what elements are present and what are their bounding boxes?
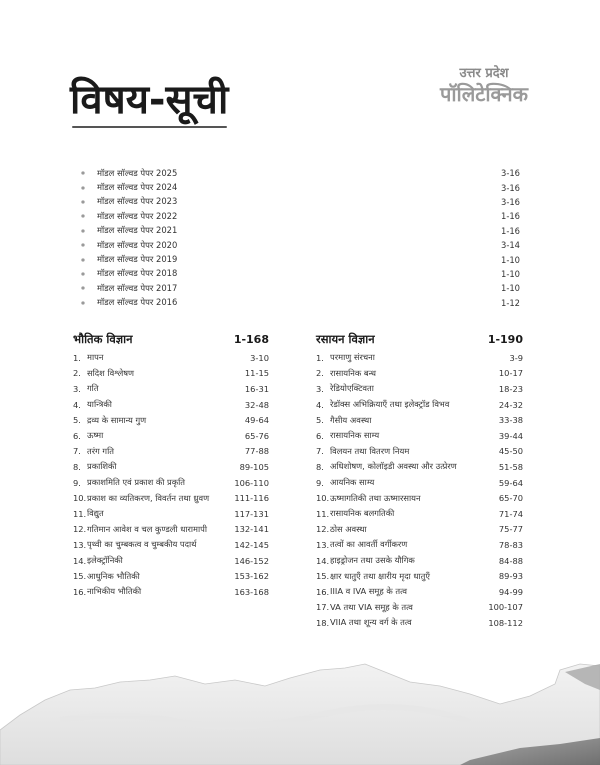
chapter-pages: 11-15 — [244, 368, 269, 379]
brand-top-text: उत्तर प्रदेश — [459, 66, 509, 81]
chapter-title: विलयन तथा वितरण नियम — [330, 445, 410, 456]
chapter-number: 11. — [316, 508, 330, 519]
list-item[interactable] — [80, 267, 520, 281]
chapter-number: 2. — [73, 368, 81, 379]
chapter-pages: 163-168 — [234, 586, 269, 597]
chapter-pages: 18-23 — [498, 383, 523, 394]
bullet-icon — [81, 272, 84, 275]
chapter-number: 11. — [73, 508, 87, 519]
chapter-number: 9. — [73, 477, 81, 488]
item-label: मॉडल सॉल्वड पेपर 2017 — [97, 282, 178, 293]
list-item[interactable] — [80, 180, 520, 194]
table-row[interactable] — [73, 397, 269, 413]
bullet-icon — [81, 243, 84, 246]
list-item[interactable] — [80, 281, 520, 295]
chapter-number: 13. — [73, 539, 87, 550]
chapter-number: 13. — [316, 539, 330, 550]
item-label: मॉडल सॉल्वड पेपर 2019 — [97, 254, 178, 265]
chapter-title: रासायनिक बन्ध — [330, 367, 377, 378]
item-label: मॉडल सॉल्वड पेपर 2025 — [97, 167, 178, 178]
item-pages: 3-14 — [500, 240, 520, 251]
title-underline — [72, 126, 227, 128]
chapter-number: 12. — [316, 524, 330, 535]
item-pages: 3-16 — [500, 182, 520, 193]
chapter-pages: 89-93 — [498, 571, 523, 582]
chapter-pages: 142-145 — [234, 539, 269, 550]
chapter-pages: 32-48 — [244, 399, 269, 410]
item-pages: 1-12 — [500, 297, 520, 308]
chapter-title: ऊष्मागतिकी तथा ऊष्मारसायन — [330, 492, 421, 503]
item-pages: 1-10 — [500, 283, 520, 294]
table-row[interactable] — [316, 553, 523, 569]
chapter-title: पृथ्वी का चुम्बकत्व व चुम्बकीय पदार्थ — [87, 539, 197, 550]
chapter-pages: 65-76 — [244, 430, 269, 441]
section-title: रसायन विज्ञान — [316, 332, 375, 346]
table-row[interactable] — [316, 568, 523, 584]
table-row[interactable] — [73, 490, 269, 506]
chapter-title: क्षार धातुएँ तथा क्षारीय मृदा धातुएँ — [330, 570, 430, 581]
table-row[interactable] — [73, 350, 269, 366]
chapter-pages: 39-44 — [498, 430, 523, 441]
chapter-number: 3. — [316, 383, 324, 394]
chapter-title: इलेक्ट्रॉनिकी — [87, 555, 123, 566]
chapter-title: रासायनिक बलगतिकी — [330, 508, 395, 519]
chapter-number: 1. — [73, 352, 81, 363]
list-item[interactable] — [80, 195, 520, 209]
item-label: मॉडल सॉल्वड पेपर 2016 — [97, 297, 178, 308]
chapter-number: 4. — [316, 399, 324, 410]
table-row[interactable] — [316, 475, 523, 491]
chapter-number: 9. — [316, 477, 324, 488]
item-label: मॉडल सॉल्वड पेपर 2022 — [97, 210, 178, 221]
table-row[interactable] — [73, 553, 269, 569]
chapter-pages: 51-58 — [498, 461, 523, 472]
chapter-number: 3. — [73, 383, 81, 394]
chapter-number: 16. — [73, 586, 87, 597]
table-row[interactable] — [316, 397, 523, 413]
chapter-number: 7. — [316, 446, 324, 457]
torn-paper-illustration — [0, 660, 600, 765]
chapter-number: 1. — [316, 352, 324, 363]
chapter-pages: 10-17 — [498, 368, 523, 379]
chapter-pages: 94-99 — [498, 586, 523, 597]
table-row[interactable] — [316, 381, 523, 397]
table-row[interactable] — [73, 475, 269, 491]
chapter-number: 2. — [316, 368, 324, 379]
table-row[interactable] — [316, 459, 523, 475]
chapter-pages: 24-32 — [498, 399, 523, 410]
table-row[interactable] — [316, 490, 523, 506]
table-row[interactable] — [316, 412, 523, 428]
chapter-title: VIIA तथा शून्य वर्ग के तत्व — [330, 617, 412, 628]
chapter-pages: 108-112 — [488, 617, 523, 628]
table-row[interactable] — [316, 444, 523, 460]
table-row[interactable] — [73, 522, 269, 538]
chapter-pages: 111-116 — [234, 493, 269, 504]
section-range: 1-190 — [487, 333, 523, 346]
chapter-number: 17. — [316, 602, 330, 613]
table-row[interactable] — [316, 522, 523, 538]
chapter-title: रेडियोएक्टिवता — [330, 383, 374, 394]
chapter-pages: 146-152 — [234, 555, 269, 566]
table-row[interactable] — [73, 412, 269, 428]
chapter-pages: 3-9 — [509, 352, 523, 363]
chapter-pages: 59-64 — [498, 477, 523, 488]
list-item[interactable] — [80, 209, 520, 223]
chapter-number: 5. — [316, 415, 324, 426]
item-pages: 1-16 — [500, 211, 520, 222]
chapter-number: 7. — [73, 446, 81, 457]
item-label: मॉडल सॉल्वड पेपर 2024 — [97, 182, 178, 193]
chapter-pages: 106-110 — [234, 477, 269, 488]
chapter-pages: 16-31 — [244, 383, 269, 394]
chapter-title: यान्त्रिकी — [87, 399, 112, 410]
table-row[interactable] — [73, 366, 269, 382]
chapter-title: मापन — [87, 352, 104, 363]
table-row[interactable] — [316, 537, 523, 553]
chapter-pages: 77-88 — [244, 446, 269, 457]
item-pages: 3-16 — [500, 168, 520, 179]
chapter-number: 6. — [73, 430, 81, 441]
chapter-title: गैसीय अवस्था — [330, 414, 372, 425]
chapter-title: अधिशोषण, कोलॉइडी अवस्था और उत्प्रेरण — [330, 461, 457, 472]
table-row[interactable] — [73, 381, 269, 397]
brand-logo — [440, 66, 528, 106]
chapter-pages: 71-74 — [498, 508, 523, 519]
table-row[interactable] — [73, 506, 269, 522]
chapter-pages: 117-131 — [234, 508, 269, 519]
chapter-pages: 100-107 — [488, 602, 523, 613]
chemistry-section — [316, 332, 523, 631]
chapter-pages: 3-10 — [250, 352, 269, 363]
chapter-title: द्रव्य के सामान्य गुण — [87, 414, 147, 425]
section-heading[interactable] — [73, 332, 269, 350]
chapter-number: 8. — [316, 461, 324, 472]
bullet-icon — [81, 172, 84, 175]
chapter-pages: 75-77 — [498, 524, 523, 535]
chapter-pages: 132-141 — [234, 524, 269, 535]
bullet-icon — [81, 287, 84, 290]
table-row[interactable] — [73, 428, 269, 444]
chapter-number: 4. — [73, 399, 81, 410]
chapter-title: रेडॉक्स अभिक्रियाएँ तथा इलेक्ट्रॉड विभव — [330, 399, 450, 410]
table-row[interactable] — [316, 428, 523, 444]
chapter-title: रासायनिक साम्य — [330, 430, 380, 441]
table-row[interactable] — [316, 366, 523, 382]
chapter-title: प्रकाशमिति एवं प्रकाश की प्रकृति — [87, 477, 185, 488]
item-pages: 3-16 — [500, 196, 520, 207]
chapter-pages: 153-162 — [234, 571, 269, 582]
chapter-title: तत्वों का आवर्ती वर्गीकरण — [330, 539, 408, 550]
chapter-pages: 45-50 — [498, 446, 523, 457]
list-item[interactable] — [80, 166, 520, 180]
chapter-title: VA तथा VIA समूह के तत्व — [330, 601, 413, 612]
chapter-number: 10. — [316, 493, 330, 504]
bullet-icon — [81, 258, 84, 261]
physics-section — [73, 332, 269, 600]
chapter-title: आधुनिक भौतिकी — [87, 570, 140, 581]
bullet-icon — [81, 200, 84, 203]
chapter-title: ऊष्मा — [87, 430, 104, 441]
model-papers-list — [80, 166, 520, 310]
section-range: 1-168 — [233, 333, 269, 346]
item-label: मॉडल सॉल्वड पेपर 2018 — [97, 268, 178, 279]
table-row[interactable] — [73, 568, 269, 584]
chapter-title: प्रकाश का व्यतिकरण, विवर्तन तथा ध्रुवण — [87, 492, 210, 503]
chapter-title: सदिश विश्लेषण — [87, 367, 135, 378]
chapter-number: 12. — [73, 524, 87, 535]
bullet-icon — [81, 301, 84, 304]
chapter-title: प्रकाशिकी — [87, 461, 117, 472]
chapter-number: 8. — [73, 461, 81, 472]
chapter-pages: 33-38 — [498, 415, 523, 426]
chapter-pages: 78-83 — [498, 539, 523, 550]
brand-bottom-text: पॉलिटेक्निक — [440, 82, 528, 106]
list-item[interactable] — [80, 238, 520, 252]
chapter-title: IIIA व IVA समूह के तत्व — [330, 586, 407, 597]
section-heading[interactable] — [316, 332, 523, 350]
chapter-title: ठोस अवस्था — [330, 523, 367, 534]
chapter-title: गति — [87, 383, 99, 394]
chapter-title: गतिमान आवेश व चल कुण्डली धारामापी — [87, 523, 207, 534]
item-pages: 1-16 — [500, 225, 520, 236]
item-pages: 1-10 — [500, 268, 520, 279]
list-item[interactable] — [80, 296, 520, 310]
page-title: विषय-सूची — [70, 77, 229, 123]
table-row[interactable] — [73, 459, 269, 475]
bullet-icon — [81, 186, 84, 189]
table-row[interactable] — [316, 506, 523, 522]
bullet-icon — [81, 229, 84, 232]
item-label: मॉडल सॉल्वड पेपर 2023 — [97, 196, 178, 207]
list-item[interactable] — [80, 252, 520, 266]
chapter-number: 18. — [316, 617, 330, 628]
section-title: भौतिक विज्ञान — [73, 332, 133, 346]
list-item[interactable] — [80, 224, 520, 238]
item-label: मॉडल सॉल्वड पेपर 2021 — [97, 225, 178, 236]
chapter-number: 14. — [316, 555, 330, 566]
chapter-title: तरंग गति — [87, 445, 114, 456]
chapter-pages: 49-64 — [244, 415, 269, 426]
chapter-number: 5. — [73, 415, 81, 426]
chapter-title: हाइड्रोजन तथा उसके यौगिक — [330, 555, 415, 566]
chapter-number: 10. — [73, 493, 87, 504]
chapter-number: 16. — [316, 586, 330, 597]
item-label: मॉडल सॉल्वड पेपर 2020 — [97, 239, 178, 250]
chapter-pages: 65-70 — [498, 493, 523, 504]
table-row[interactable] — [73, 584, 269, 600]
bullet-icon — [81, 215, 84, 218]
table-row[interactable] — [316, 600, 523, 616]
chapter-number: 6. — [316, 430, 324, 441]
item-pages: 1-10 — [500, 254, 520, 265]
chapter-pages: 89-105 — [239, 461, 269, 472]
table-row[interactable] — [316, 584, 523, 600]
table-row[interactable] — [316, 615, 523, 631]
chapter-pages: 84-88 — [498, 555, 523, 566]
chapter-title: परमाणु संरचना — [330, 352, 375, 363]
chapter-number: 15. — [316, 571, 330, 582]
chapter-number: 14. — [73, 555, 87, 566]
table-row[interactable] — [73, 444, 269, 460]
chapter-number: 15. — [73, 571, 87, 582]
chapter-title: आयनिक साम्य — [330, 477, 375, 488]
chapter-title: नाभिकीय भौतिकी — [87, 586, 142, 597]
table-row[interactable] — [73, 537, 269, 553]
chapter-title: विद्युत — [87, 508, 104, 519]
table-row[interactable] — [316, 350, 523, 366]
